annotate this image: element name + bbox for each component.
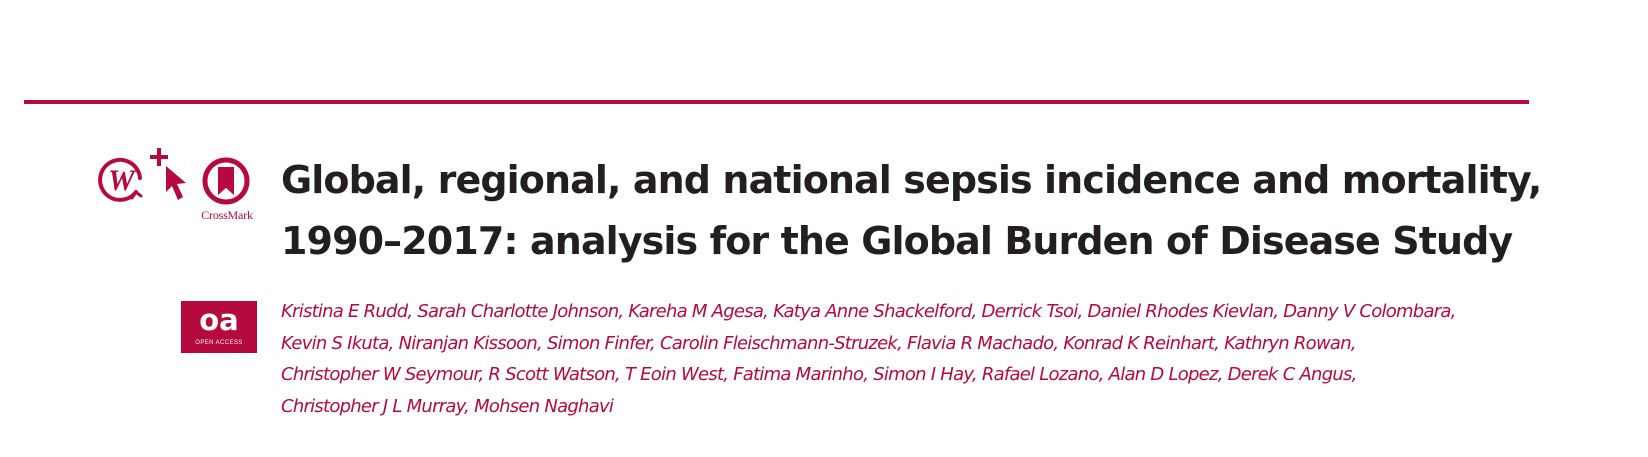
author-line: Christopher W Seymour, R Scott Watson, T Eoin West, Fatima Marinho, Simon I Hay, Rafael Lozano, Alan D Lopez, Derek C Angus, — [281, 364, 1357, 385]
svg-text:W: W — [108, 164, 135, 197]
oa-letters: oa — [199, 303, 239, 337]
author-line: Kevin S Ikuta, Niranjan Kissoon, Simon Finfer, Carolin Fleischmann-Struzek, Flavia R Machado, Konrad K Reinhart, Kathryn Rowan, — [281, 332, 1356, 354]
cursor-plus-icon[interactable] — [146, 146, 192, 206]
oa-text: OPEN ACCESS — [195, 340, 243, 346]
author-line: Christopher J L Murray, Mohsen Naghavi — [281, 395, 614, 417]
article-title — [281, 150, 1541, 272]
title-line: 1990–2017: analysis for the Global Burden of Disease Study — [281, 219, 1513, 263]
header-rule — [24, 100, 1529, 104]
crossmark-label: CrossMark — [201, 208, 253, 222]
title-line: Global, regional, and national sepsis incidence and mortality, — [281, 158, 1542, 202]
crossmark-icon[interactable] — [198, 155, 254, 207]
open-access-badge[interactable] — [181, 301, 257, 353]
author-list — [281, 296, 1581, 422]
at-w-icon[interactable] — [96, 152, 146, 208]
author-line: Kristina E Rudd, Sarah Charlotte Johnson, Kareha M Agesa, Katya Anne Shackelford, Derrick Tsoi, Daniel Rhodes Kievlan, Danny V Colombara, — [281, 301, 1456, 322]
